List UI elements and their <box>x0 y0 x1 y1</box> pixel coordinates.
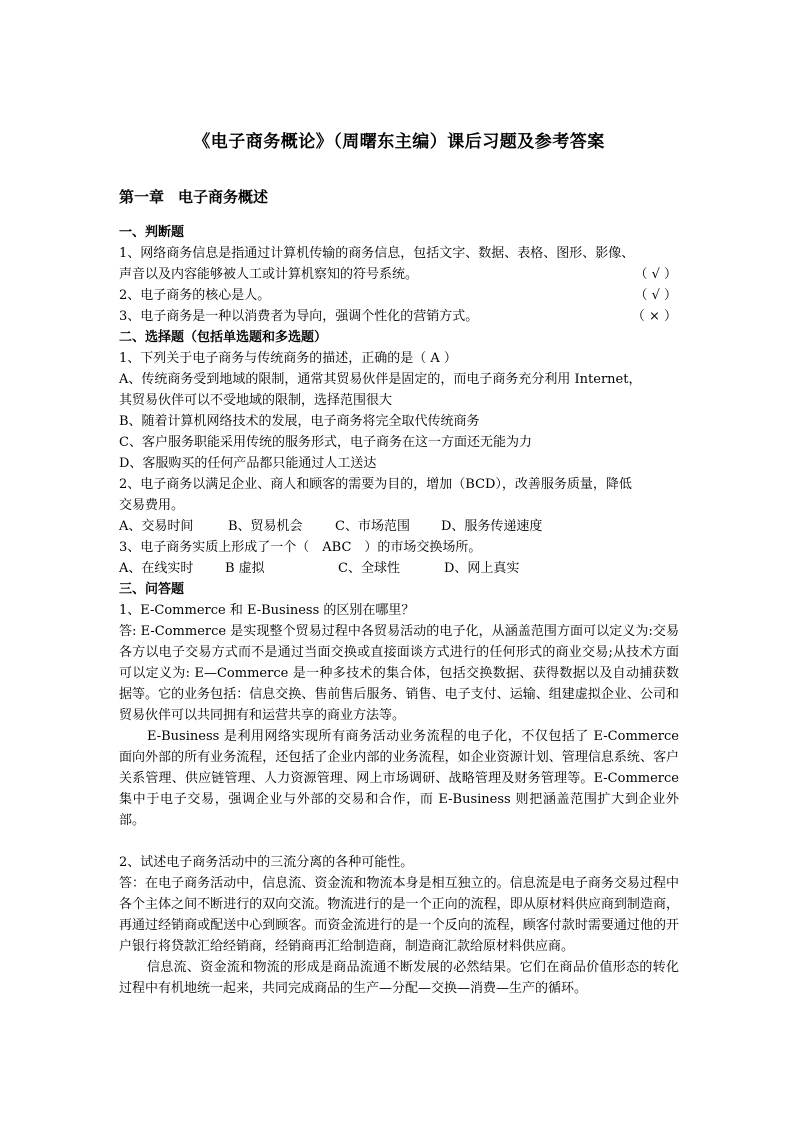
section-heading-true-false: 一、判断题 <box>119 225 185 240</box>
choice-question-2-option-a: A、交易时间 <box>119 519 194 534</box>
qa-question-1: 1、E-Commerce 和 E-Business 的区别在哪里？ <box>119 603 415 618</box>
choice-question-3-options <box>119 558 679 579</box>
qa-question-2: 2、试述电子商务活动中的三流分离的各种可能性。 <box>119 855 414 870</box>
qa-answer-2-paragraph-1: 答：在电子商务活动中，信息流、资金流和物流本身是相互独立的。信息流是电子商务交易过程中各个主体之间不断进行的双向交流。物流进行的是一个正向的流程，即从原材料供应商到制造商，再通过经销商或配送中心到顾客。而资金流进行的是一个反向的流程，顾客付款时需要通过他的开户银行将贷款汇给经销商，经销商再汇给制造商，制造商汇款给原材料供应商。 <box>119 876 679 954</box>
choice-question-2-option-d: D、服务传递速度 <box>441 519 543 534</box>
qa-answer-2-paragraph-2: 信息流、资金流和物流的形成是商品流通不断发展的必然结果。它们在商品价值形态的转化过程中有机地统一起来，共同完成商品的生产—分配—交换—消费—生产的循环。 <box>119 960 679 996</box>
tf-question-1-line2 <box>119 264 679 285</box>
section-heading-choice: 二、选择题（包括单选题和多选题） <box>119 330 328 345</box>
tf-question-3 <box>119 306 679 327</box>
choice-question-2-stem-line1: 2、电子商务以满足企业、商人和顾客的需要为目的，增加（BCD），改善服务质量，降低 <box>119 477 632 492</box>
section-heading-qa: 三、问答题 <box>119 582 185 597</box>
chapter-name: 电子商务概述 <box>178 188 269 206</box>
qa-answer-1-paragraph-2: E-Business 是利用网络实现所有商务活动业务流程的电子化，不仅包括了 E-Commerce 面向外部的所有业务流程，还包括了企业内部的业务流程，如企业资源计划、管理信息系统、客户关系管理、供应链管理、人力资源管理、网上市场调研、战略管理及财务管理等。E-Commerce 集中于电子交易，强调企业与外部的交易和合作，而 E-Business 则把涵盖范围扩大到企业外部。 <box>119 729 679 828</box>
document-title: 《电子商务概论》（周曙东主编）课后习题及参考答案 <box>193 132 605 152</box>
choice-question-3-stem: 3、电子商务实质上形成了一个（ ABC ）的市场交换场所。 <box>119 540 482 555</box>
choice-question-3-option-c: C、全球性 <box>338 561 400 576</box>
choice-question-1-option-b: B、随着计算机网络技术的发展，电子商务将完全取代传统商务 <box>119 414 480 429</box>
tf-question-2-text: 2、电子商务的核心是人。 <box>119 288 271 303</box>
tf-question-2 <box>119 285 679 306</box>
tf-question-1-text: 声音以及内容能够被人工或计算机察知的符号系统。 <box>119 267 419 282</box>
choice-question-2-options <box>119 516 679 537</box>
choice-question-2-option-c: C、市场范围 <box>335 519 410 534</box>
choice-question-3-option-b: B 虚拟 <box>225 561 265 576</box>
choice-question-3-option-a: A、在线实时 <box>119 561 194 576</box>
paragraph-spacer <box>119 831 679 852</box>
qa-answer-1-paragraph-1: 答: E-Commerce 是实现整个贸易过程中各贸易活动的电子化，从涵盖范围方面可以定义为:交易各方以电子交易方式而不是通过当面交换或直接面谈方式进行的任何形式的商业交易;从技术方面可以定义为: E—Commerce 是一种多技术的集合体，包括交换数据、获得数据以及自动捕获数据等。它的业务包括：信息交换、售前售后服务、销售、电子支付、运输、组建虚拟企业、公司和贸易伙伴可以共同拥有和运营共享的商业方法等。 <box>119 624 679 723</box>
choice-question-1-option-a-line1: A、传统商务受到地域的限制，通常其贸易伙伴是固定的，而电子商务充分利用 Internet， <box>119 372 642 387</box>
tf-answer-3: （ × ） <box>631 309 677 324</box>
choice-question-3-option-d: D、网上真实 <box>444 561 520 576</box>
choice-question-2-option-b: B、贸易机会 <box>228 519 303 534</box>
tf-question-3-text: 3、电子商务是一种以消费者为导向，强调个性化的营销方式。 <box>119 309 479 324</box>
chapter-number: 第一章 <box>119 188 165 206</box>
choice-question-1-stem: 1、下列关于电子商务与传统商务的描述，正确的是（ A ） <box>119 351 457 366</box>
chapter-heading <box>119 186 268 207</box>
tf-question-1-line1: 1、网络商务信息是指通过计算机传输的商务信息，包括文字、数据、表格、图形、影像、 <box>119 246 635 261</box>
choice-question-2-stem-line2: 交易费用。 <box>119 498 185 513</box>
choice-question-1-option-a-line2: 其贸易伙伴可以不受地域的限制，选择范围很大 <box>119 393 393 408</box>
choice-question-1-option-d: D、客服购买的任何产品都只能通过人工送达 <box>119 456 377 471</box>
tf-answer-2: （ √ ） <box>634 288 677 303</box>
tf-answer-1: （ √ ） <box>634 267 677 282</box>
document-body <box>119 222 679 999</box>
choice-question-1-option-c: C、客户服务职能采用传统的服务形式，电子商务在这一方面还无能为力 <box>119 435 532 450</box>
